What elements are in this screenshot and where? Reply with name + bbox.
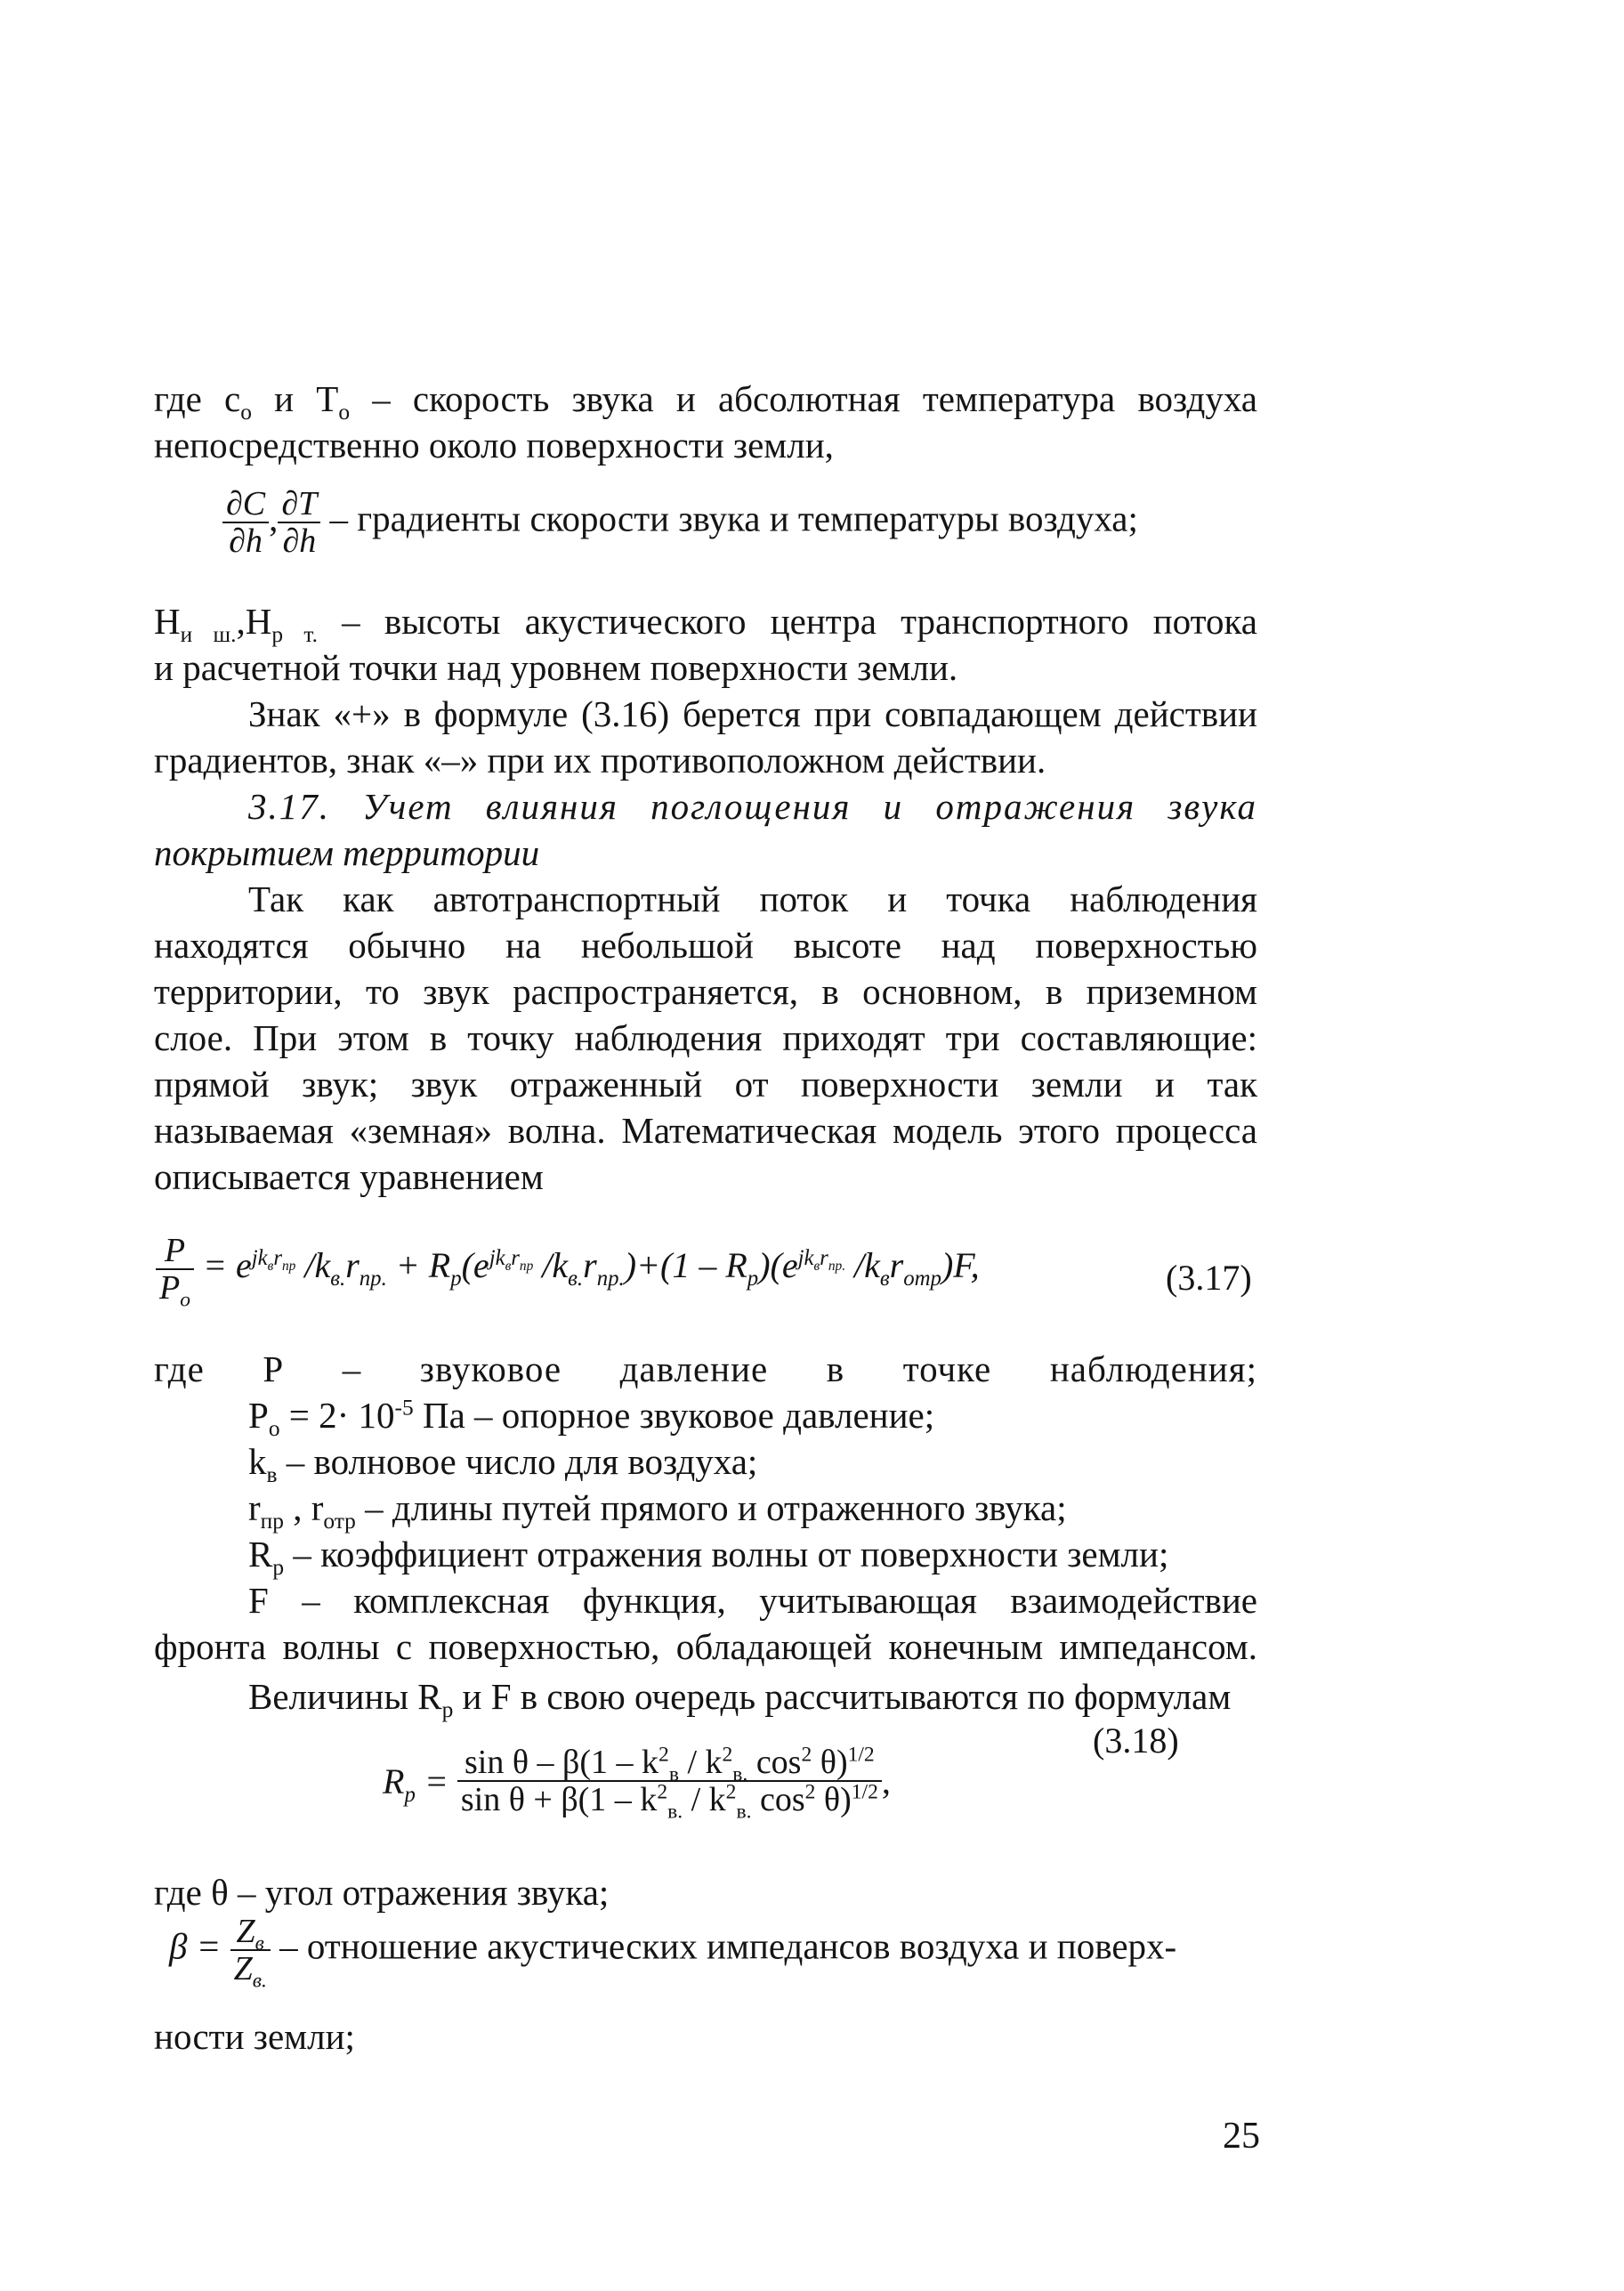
equation-3-18: $R_р$ = $\frac{\sin \theta - \beta(1 - k^2_в / k^2_{в.} \cos^2 \theta)^{1/2}}{\sin \theta + \beta(1 - k^2_{в.} / k^2_{в.} \cos^2 \theta)^{1/2}}$ , bbox=[383, 1743, 891, 1824]
section-heading: покрытием территории bbox=[154, 832, 540, 873]
paragraph-line: территории, то звук распространяется, в основном, в приземном bbox=[154, 971, 1257, 1012]
definition-line: где θ – угол отражения звука; bbox=[154, 1872, 610, 1913]
paragraph-line: Так как автотранспортный поток и точка наблюдения bbox=[248, 878, 1257, 919]
definition-line: фронта волны с поверхностью, обладающей конечным импедансом. bbox=[154, 1626, 1257, 1667]
definition-line: Величины $R_р$ и F в свою очередь рассчитываются по формулам bbox=[248, 1676, 1232, 1723]
paragraph-line: называемая «земная» волна. Математическая модель этого процесса bbox=[154, 1110, 1257, 1151]
fraction: $\frac{\sin \theta - \beta(1 - k^2_в / k^2_{в.} \cos^2 \theta)^{1/2}}{\sin \theta + \beta(1 - k^2_{в.} / k^2_{в.} \cos^2 \theta)^{1/2}}$ bbox=[457, 1745, 882, 1817]
equation-3-17: $\frac{P}{P_o}$ = $e^{jk_вr_{пр}}$ $/k_{в.}r_{пр.} + R_р(e^{jk_вr_{пр}}$ $/k_{в.}r_{пр.})+(1 - R_р)(e^{jk_вr_{пр.}}$ $/k_вr_{отр})F$, bbox=[156, 1233, 980, 1306]
text-line: непосредственно около поверхности земли, bbox=[154, 425, 834, 465]
text-line: $H_{и ш.},H_{р т.}$ – высоты акустического центра транспортного потока bbox=[154, 601, 1257, 648]
paragraph-line: описывается уравнением bbox=[154, 1156, 544, 1197]
definition-line: $r_{пр}$ , $r_{отр}$ – длины путей прямого и отраженного звука; bbox=[248, 1487, 1067, 1534]
paragraph-line: слое. При этом в точку наблюдения приходят три составляющие: bbox=[154, 1017, 1257, 1058]
equation-label: (3.17) bbox=[1166, 1258, 1252, 1298]
text-line: ности земли; bbox=[154, 2016, 355, 2057]
paragraph-line: находятся обычно на небольшой высоте над поверхностью bbox=[154, 925, 1257, 966]
definition-line: $k_в$ – волновое число для воздуха; bbox=[248, 1441, 758, 1488]
fraction: $\frac{Z_в}{Z_{в.}}$ bbox=[230, 1914, 271, 1987]
section-heading: 3.17. Учет влияния поглощения и отражения звука bbox=[248, 786, 1257, 827]
text-line: Знак «+» в формуле (3.16) берется при совпадающем действии bbox=[248, 693, 1257, 734]
page-number: 25 bbox=[1223, 2116, 1260, 2157]
definition-line: F – комплексная функция, учитывающая взаимодействие bbox=[248, 1580, 1257, 1621]
fraction: $\frac{P}{P_o}$ bbox=[156, 1233, 194, 1306]
definition-line: где Р – звуковое давление в точке наблюдения; bbox=[154, 1348, 1257, 1389]
beta-definition: β = $\frac{Z_в}{Z_{в.}}$ – отношение акустических импедансов воздуха и поверх- bbox=[169, 1913, 1177, 1993]
text-line: где $с_о$ и $Т_о$ – скорость звука и абсолютная температура воздуха bbox=[154, 378, 1258, 425]
fraction: $\frac{\partial C}{\partial h}$ bbox=[222, 486, 269, 559]
definition-line: $R_р$ – коэффициент отражения волны от поверхности земли; bbox=[248, 1534, 1169, 1581]
paragraph-line: прямой звук; звук отраженный от поверхности земли и так bbox=[154, 1064, 1257, 1105]
definition-line: $Р_о = 2\cdot 10^{-5}$ Па – опорное звуковое давление; bbox=[248, 1395, 935, 1442]
fraction: $\frac{\partial T}{\partial h}$ bbox=[278, 486, 320, 559]
text-line: градиентов, знак «–» при их противоположном действии. bbox=[154, 740, 1046, 781]
equation-label: (3.18) bbox=[1093, 1720, 1179, 1761]
gradient-definition: $\frac{\partial C}{\partial h}$ , $\frac{\partial T}{\partial h}$ – градиенты скорости звука и температуры воздуха; bbox=[222, 486, 1255, 559]
text-line: и расчетной точки над уровнем поверхности земли. bbox=[154, 647, 958, 688]
